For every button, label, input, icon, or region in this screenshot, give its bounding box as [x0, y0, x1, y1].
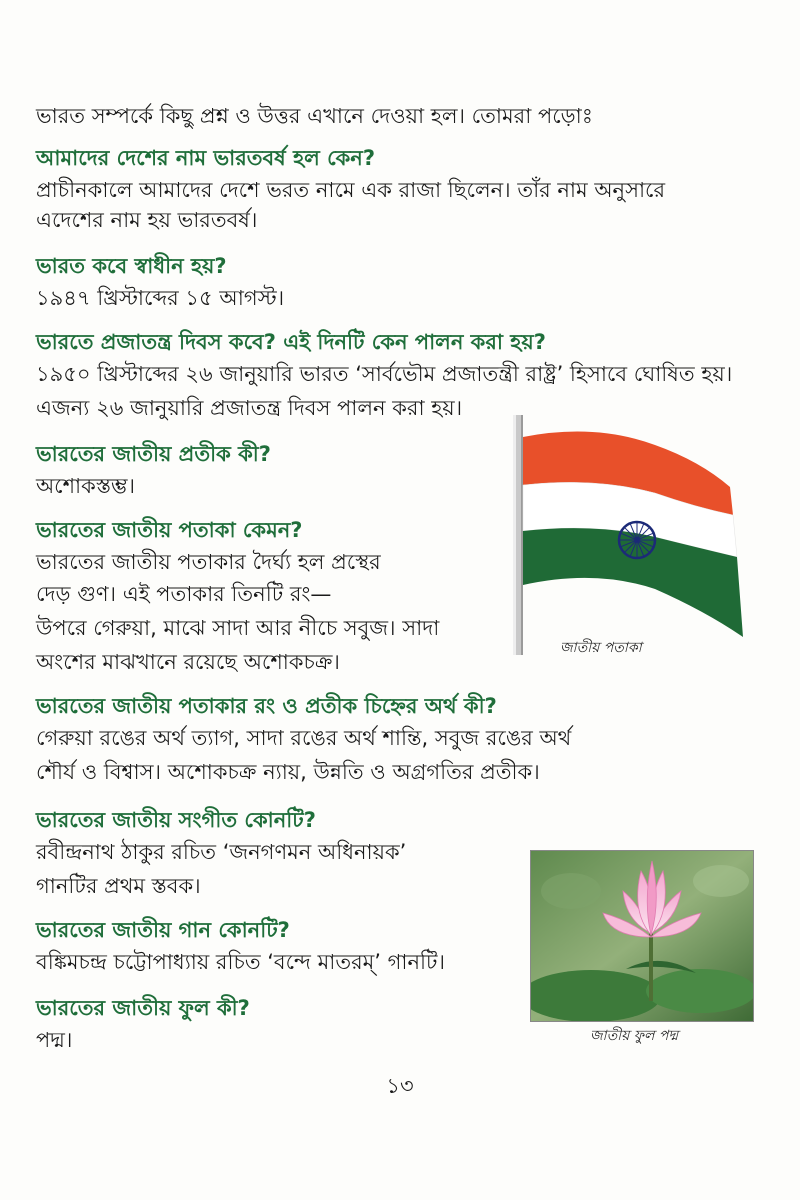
- answer-line: ১৯৫০ খ্রিস্টাব্দের ২৬ জানুয়ারি ভারত ‘সার্বভৌম প্রজাতন্ত্রী রাষ্ট্র’ হিসাবে ঘোষিত হয়।: [36, 362, 733, 386]
- flag-caption: জাতীয় পতাকা: [560, 640, 642, 656]
- answer-line: উপরে গেরুয়া, মাঝে সাদা আর নীচে সবুজ। সাদা: [36, 616, 440, 640]
- intro-text: ভারত সম্পর্কে কিছু প্রশ্ন ও উত্তর এখানে দেওয়া হল। তোমরা পড়োঃ: [36, 104, 593, 128]
- answer-line: অংশের মাঝখানে রয়েছে অশোকচক্র।: [36, 650, 340, 674]
- answer-line: ভারতের জাতীয় পতাকার দৈর্ঘ্য হল প্রস্থের: [36, 550, 381, 574]
- answer-line: এজন্য ২৬ জানুয়ারি প্রজাতন্ত্র দিবস পালন করা হয়।: [36, 396, 463, 420]
- question-republic-day: ভারতে প্রজাতন্ত্র দিবস কবে? এই দিনটি কেন পালন করা হয়?: [36, 330, 546, 354]
- question-national-flag: ভারতের জাতীয় পতাকা কেমন?: [36, 518, 303, 542]
- answer-line: এদেশের নাম হয় ভারতবর্ষ।: [36, 208, 258, 232]
- answer-line: অশোকস্তম্ভ।: [36, 474, 136, 498]
- answer-line: দেড় গুণ। এই পতাকার তিনটি রং—: [36, 582, 332, 606]
- national-flag-image: [505, 415, 750, 660]
- lotus-leaf: [646, 969, 753, 1013]
- page-number: ১৩: [386, 1074, 414, 1098]
- answer-line: ১৯৪৭ খ্রিস্টাব্দের ১৫ আগস্ট।: [36, 286, 285, 310]
- question-country-name: আমাদের দেশের নাম ভারতবর্ষ হল কেন?: [36, 146, 375, 170]
- answer-line: রবীন্দ্রনাথ ঠাকুর রচিত ‘জনগণমন অধিনায়ক’: [36, 840, 407, 864]
- question-national-anthem: ভারতের জাতীয় সংগীত কোনটি?: [36, 808, 316, 832]
- answer-line: পদ্ম।: [36, 1028, 73, 1052]
- lotus-image: [530, 850, 754, 1022]
- question-independence: ভারত কবে স্বাধীন হয়?: [36, 254, 227, 278]
- question-national-emblem: ভারতের জাতীয় প্রতীক কী?: [36, 442, 271, 466]
- answer-line: বঙ্কিমচন্দ্র চট্টোপাধ্যায় রচিত ‘বন্দে মাতরম্’ গানটি।: [36, 950, 445, 974]
- answer-line: শৌর্য ও বিশ্বাস। অশোকচক্র ন্যায়, উন্নতি ও অগ্রগতির প্রতীক।: [36, 760, 540, 784]
- answer-line: গানটির প্রথম স্তবক।: [36, 874, 201, 898]
- lotus-stem: [649, 931, 653, 1001]
- question-flag-meaning: ভারতের জাতীয় পতাকার রং ও প্রতীক চিহ্নের অর্থ কী?: [36, 694, 497, 718]
- question-national-flower: ভারতের জাতীয় ফুল কী?: [36, 996, 250, 1020]
- answer-line: প্রাচীনকালে আমাদের দেশে ভরত নামে এক রাজা ছিলেন। তাঁর নাম অনুসারে: [36, 178, 666, 202]
- answer-line: গেরুয়া রঙের অর্থ ত্যাগ, সাদা রঙের অর্থ শান্তি, সবুজ রঙের অর্থ: [36, 726, 572, 750]
- ashoka-chakra-icon: [619, 522, 655, 558]
- lotus-caption: জাতীয় ফুল পদ্ম: [590, 1028, 679, 1044]
- question-national-song: ভারতের জাতীয় গান কোনটি?: [36, 918, 290, 942]
